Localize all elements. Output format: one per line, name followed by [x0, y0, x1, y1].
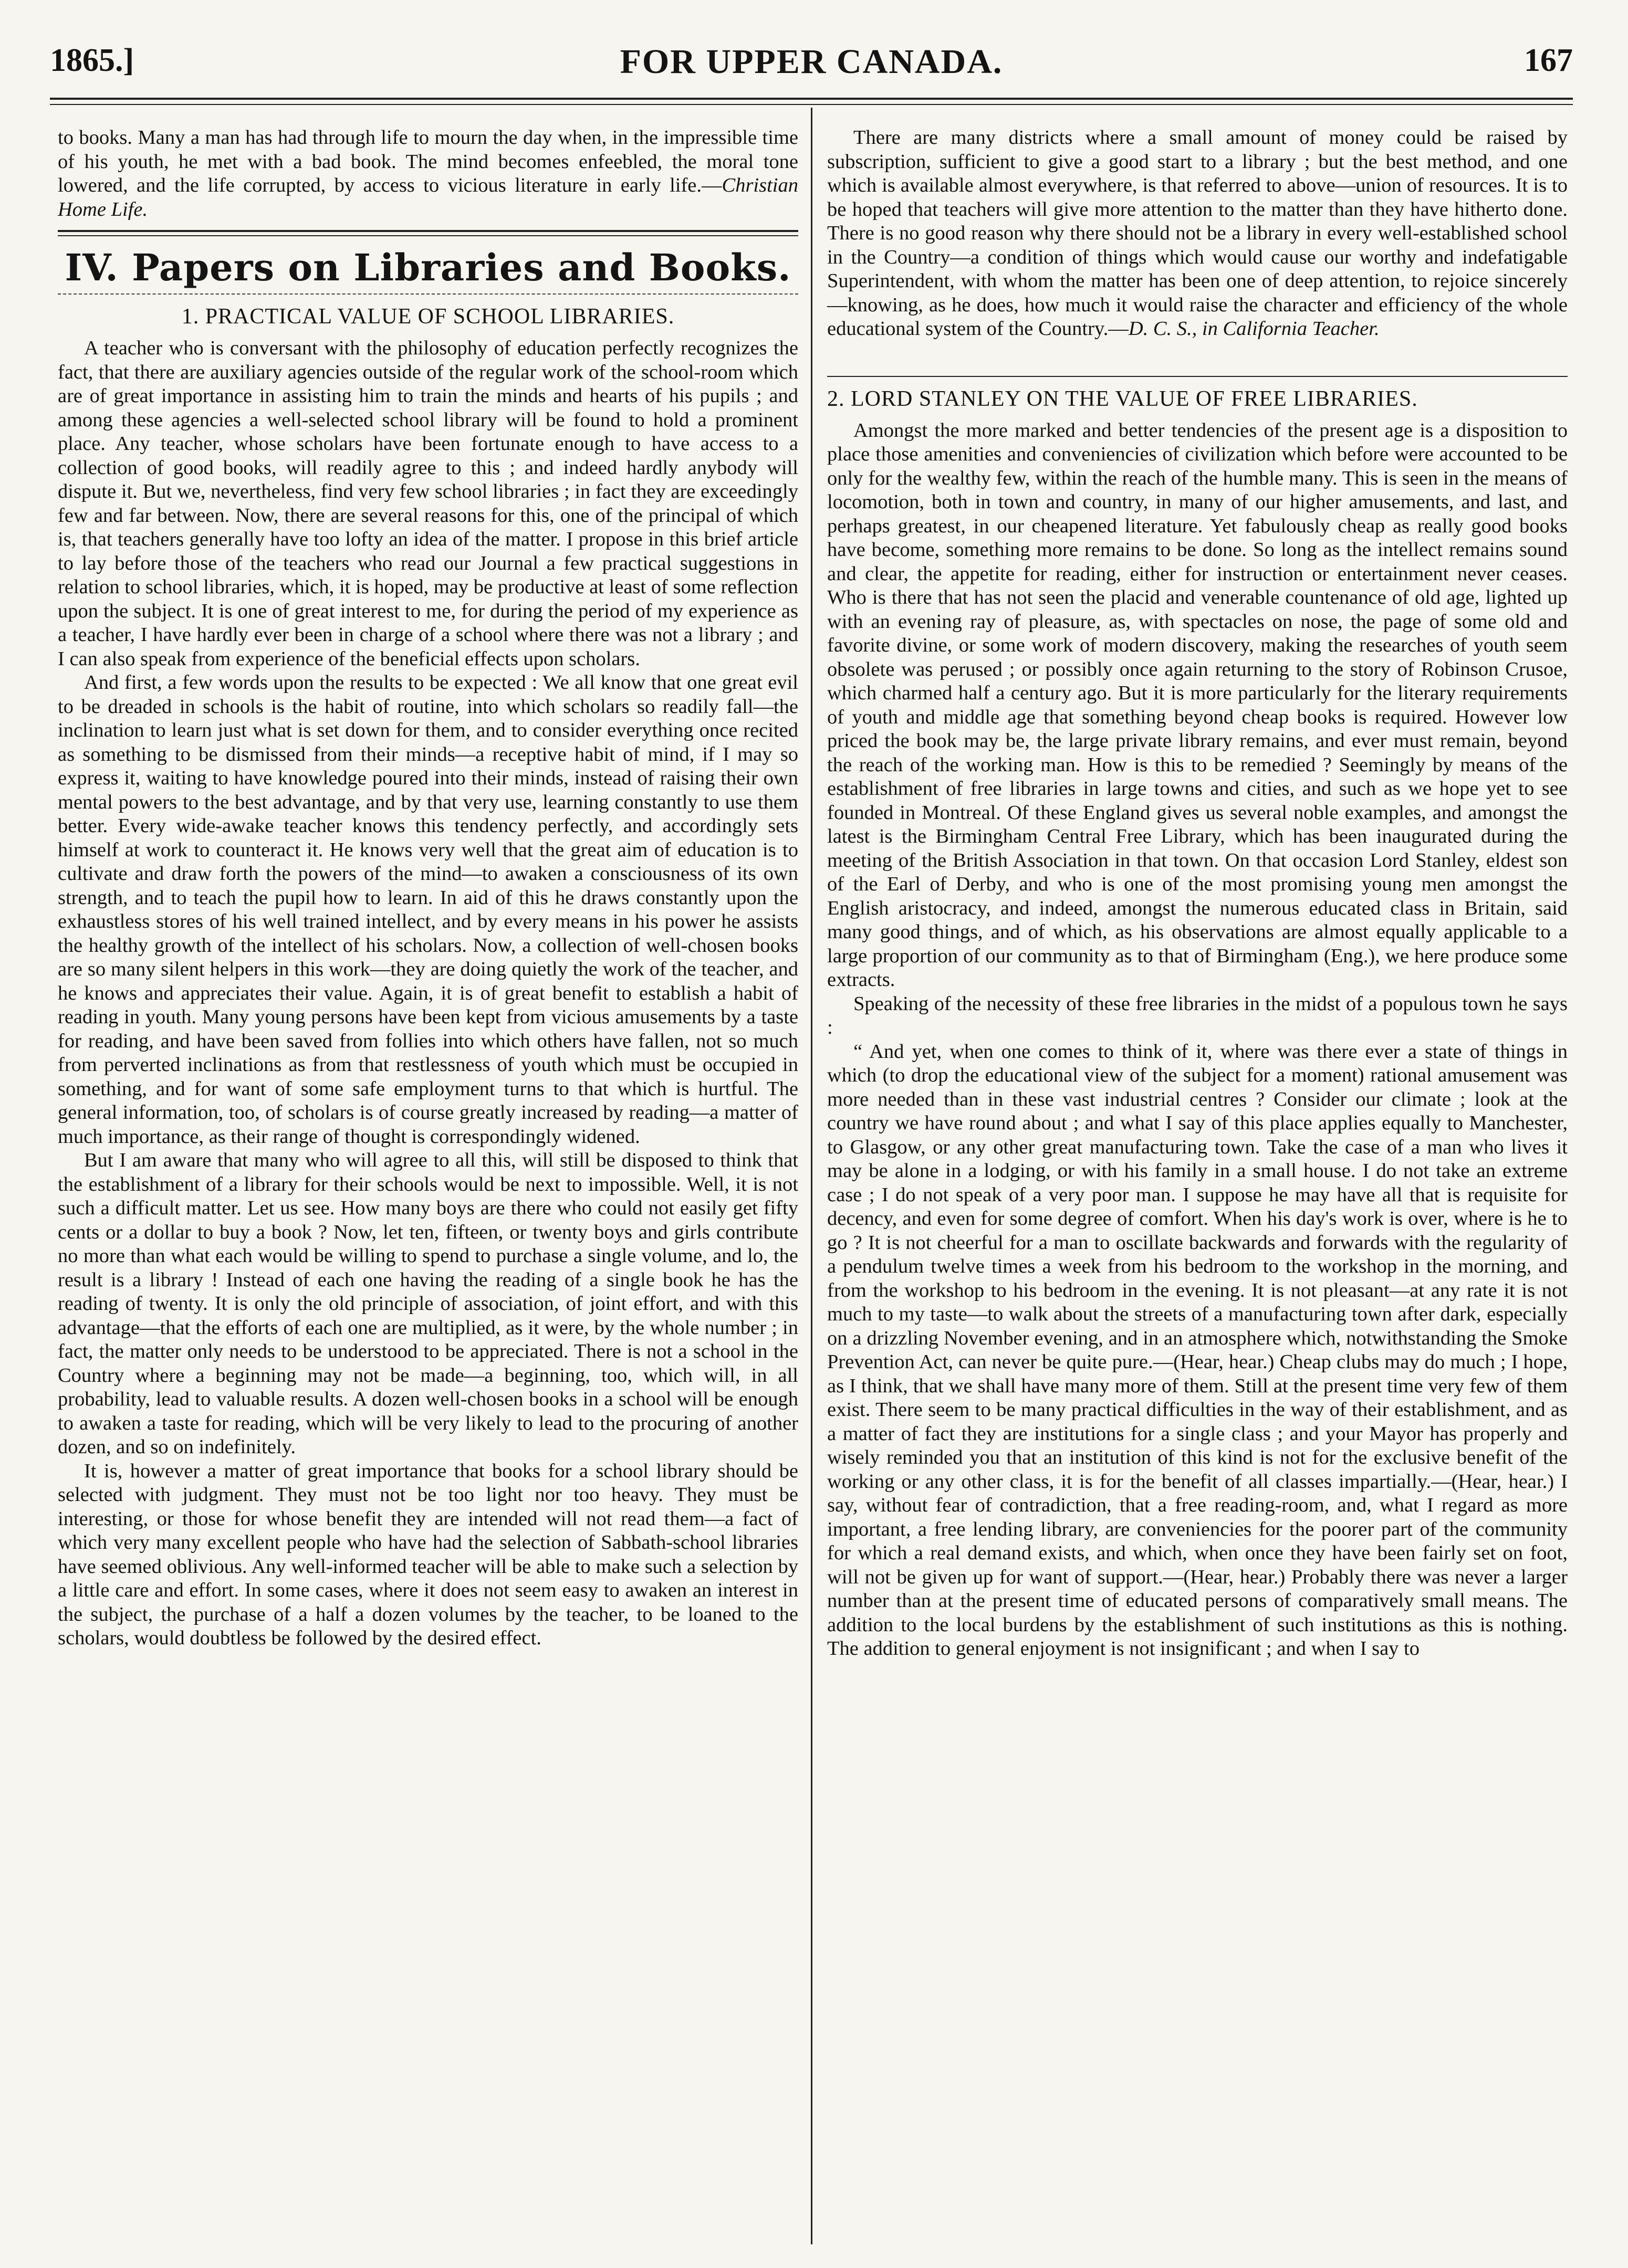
article1-signature: D. C. S., in California Teacher. — [1128, 318, 1380, 340]
section-heading: IV. Papers on Libraries and Books. — [65, 246, 791, 289]
header-page-number: 167 — [1524, 43, 1573, 78]
header-year: 1865.] — [50, 43, 134, 78]
continuation-paragraph: to books. Many a man has had through life to mourn the day when, in the impressible time of his youth, he met with a bad book. The mind becomes enfeebled, the moral tone lowered, and the life corrupted, by access to vicious literature in early life.—Christian Home Life. — [58, 127, 798, 220]
article-title-2: 2. LORD STANLEY ON THE VALUE OF FREE LIBRARIES. — [827, 386, 1418, 411]
article-separator — [827, 376, 1568, 377]
left-column — [58, 126, 798, 1651]
right-column — [827, 126, 1568, 1661]
header-rule — [50, 98, 1573, 100]
article1-paragraph-5: There are many districts where a small amount of money could be raised by subscription, sufficient to give a good start to a library ; but the best method, and one which is available almost everywhere, is that referred to above—union of resources. It is to be hoped that teachers will give more attention to the matter than they have hitherto done. There is no good reason why there should not be a library in every well-established school in the Country—a condition of things which would cause our worthy and indefatigable Superintendent, with whom the matter has been one of deep attention, to rejoice sincerely—knowing, as he does, how much it would raise the character and efficiency of the whole educational system of the Country.—D. C. S., in California Teacher. — [827, 127, 1568, 340]
article2-paragraph-1: Amongst the more marked and better tendencies of the present age is a disposition to place those amenities and conveniencies of civilization which before were accounted to be only for the wealthy few, within the reach of the humble many. This is seen in the means of locomotion, both in town and country, in many of our higher amusements, and last, and perhaps greatest, in our cheapened literature. Yet fabulously cheap as really good books have become, something more remains to be done. So long as the intellect remains sound and clear, the appetite for reading, either for instruction or entertainment never ceases. Who is there that has not seen the placid and venerable countenance of old age, lighted up with an evening ray of pleasure, as, with spectacles on nose, the page of some old and favorite divine, or some work of modern discovery, making the researches of youth seem obsolete was perused ; or possibly once again returning to the story of Robinson Crusoe, which charmed half a century ago. But it is more particularly for the literary requirements of youth and middle age that something beyond cheap books is required. However low priced the book may be, the large private library remains, and ever must remain, beyond the reach of the working man. How is this to be remedied ? Seemingly by means of the establishment of free libraries in large towns and cities, and such as we hope yet to see founded in Montreal. Of these England gives us several noble examples, and amongst the latest is the Birmingham Central Free Library, which has been inaugurated during the meeting of the British Association in that town. On that occasion Lord Stanley, eldest son of the Earl of Derby, and who is one of the most promising young men amongst the English aristocracy, and indeed, amongst the numerous educated class in Britain, said many good things, and of which, as his observations are almost equally applicable to a large proportion of our community as to that of Birmingham (Eng.), we here produce some extracts. — [827, 419, 1568, 991]
article-title-1: 1. PRACTICAL VALUE OF SCHOOL LIBRARIES. — [181, 304, 675, 329]
article1-paragraph-3: But I am aware that many who will agree to all this, will still be disposed to think that the establishment of a library for their schools would be next to impossible. Well, it is not such a difficult matter. Let us see. How many boys are there who could not easily get fifty cents or a dollar to buy a book ? Now, let ten, fifteen, or twenty boys and girls contribute no more than what each would be willing to spend to purchase a single volume, and lo, the result is a library ! Instead of each one having the reading of a single book he has the reading of twenty. It is only the old principle of association, of joint effort, and with this advantage—that the efforts of each one are multiplied, as it were, by the whole number ; in fact, the matter only needs to be understood to be appreciated. There is not a school in the Country where a beginning may not be made—a beginning, too, which will, in all probability, lead to valuable results. A dozen well-chosen books in a school will be enough to awaken a taste for reading, which will be very likely to lead to the procuring of another dozen, and so on indefinitely. — [58, 1149, 798, 1458]
section-rule — [58, 230, 798, 236]
page-header — [50, 32, 1573, 94]
header-title: FOR UPPER CANADA. — [620, 43, 1003, 81]
article2-paragraph-3: “ And yet, when one comes to think of it, where was there ever a state of things in which (to drop the educational view of the subject for a moment) rational amusement was more needed than in these vast industrial centres ? Consider our climate ; look at the country we have round about ; and what I say of this place applies equally to Manchester, to Glasgow, or any other great manufacturing town. Take the case of a man who lives it may be alone in a lodging, or with his family in a small house. I do not take an extreme case ; I do not speak of a very poor man. I suppose he may have all that is requisite for decency, and even for some degree of comfort. When his day's work is over, where is he to go ? It is not cheerful for a man to oscillate backwards and forwards with the regularity of a pendulum twelve times a week from his bedroom to the workshop in the morning, and from the workshop to his bedroom in the evening. It is not pleasant—at any rate it is not much to my taste—to walk about the streets of a manufacturing town after dark, especially on a drizzling November evening, and in an atmosphere which, notwithstanding the Smoke Prevention Act, can never be quite pure.—(Hear, hear.) Cheap clubs may do much ; I hope, as I think, that we shall have many more of them. Still at the present time very few of them exist. There seem to be many practical difficulties in the way of their establishment, and as a matter of fact they are institutions for a single class ; and your Mayor has properly and wisely reminded you that an institution of this kind is not for the exclusive benefit of the working or any other class, it is for the benefit of all classes impartially.—(Hear, hear.) I say, without fear of contradiction, that a free reading-room, and, what I regard as more important, a free lending library, are conveniencies for the poorer part of the community for which a real demand exists, and which, when once they have been fairly set on foot, will not be given up for want of support.—(Hear, hear.) Probably there was never a larger number than at the present time of educated persons of comparatively small means. The addition to the local burdens by the establishment of such institutions as this is nothing. The addition to general enjoyment is not insignificant ; and when I say to — [827, 1040, 1568, 1660]
article2-paragraph-2: Speaking of the necessity of these free libraries in the midst of a populous town he says : — [827, 992, 1568, 1038]
article1-paragraph-2: And first, a few words upon the results to be expected : We all know that one great evil to be dreaded in schools is the habit of routine, into which scholars so readily fall—the inclination to learn just what is set down for them, and to consider everything once recited as something to be dismissed from their minds—a receptive habit of mind, if I may so express it, waiting to have knowledge poured into their minds, instead of raising their own mental powers to the best advantage, and by that very use, learning constantly to use them better. Every wide-awake teacher knows this tendency perfectly, and accordingly sets himself at work to counteract it. He knows very well that the great aim of education is to cultivate and draw forth the powers of the mind—to awaken a consciousness of its own strength, and to teach the pupil how to learn. In aid of this he draws constantly upon the exhaustless stores of his well trained intellect, and by every means in his power he assists the healthy growth of the intellect of his scholars. Now, a collection of well-chosen books are so many silent helpers in this work—they are doing quietly the work of the teacher, and he knows and appreciates their value. Again, it is of great benefit to establish a habit of reading in youth. Many young persons have been kept from vicious amusements by a taste for reading, and have been saved from follies into which others have fallen, not so much from perverted inclinations as from that restlessness of youth which must be occupied in something, and for want of some safe employment turns to that which is hurtful. The general information, too, of scholars is of course greatly increased by reading—a matter of much importance, as their range of thought is correspondingly widened. — [58, 671, 798, 1148]
header-rule-thin — [50, 104, 1573, 105]
section-heading-underline — [58, 293, 798, 295]
continuation-source: Christian Home Life. — [58, 174, 798, 220]
article1-paragraph-4: It is, however a matter of great importance that books for a school library should be selected with judgment. They must not be too light nor too heavy. They must be interesting, or those for whose benefit they are intended will not read them—a fact of which very many excellent people who have had the selection of Sabbath-school libraries have seemed oblivious. Any well-informed teacher will be able to make such a selection by a little care and effort. In some cases, where it does not seem easy to awaken an interest in the subject, the purchase of a half a dozen volumes by the teacher, to be loaned to the scholars, would doubtless be followed by the desired effect. — [58, 1460, 798, 1649]
article1-paragraph-1: A teacher who is conversant with the philosophy of education perfectly recognizes the fact, that there are auxiliary agencies outside of the regular work of the school-room which are of great importance in assisting him to train the minds and hearts of his pupils ; and among these agencies a well-selected school library will be found to hold a prominent place. Any teacher, whose scholars have been fortunate enough to have access to a collection of good books, will readily agree to this ; and indeed hardly anybody will dispute it. But we, nevertheless, find very few school libraries ; in fact they are exceedingly few and far between. Now, there are several reasons for this, one of the principal of which is, that teachers generally have too lofty an idea of the matter. I propose in this brief article to lay before those of the teachers who read our Journal a few practical suggestions in relation to school libraries, which, it is hoped, may be productive at least of some reflection upon the subject. It is one of great interest to me, for during the period of my experience as a teacher, I have hardly ever been in charge of a school where there was not a library ; and I can also speak from experience of the beneficial effects upon scholars. — [58, 337, 798, 670]
column-divider — [811, 108, 812, 2244]
